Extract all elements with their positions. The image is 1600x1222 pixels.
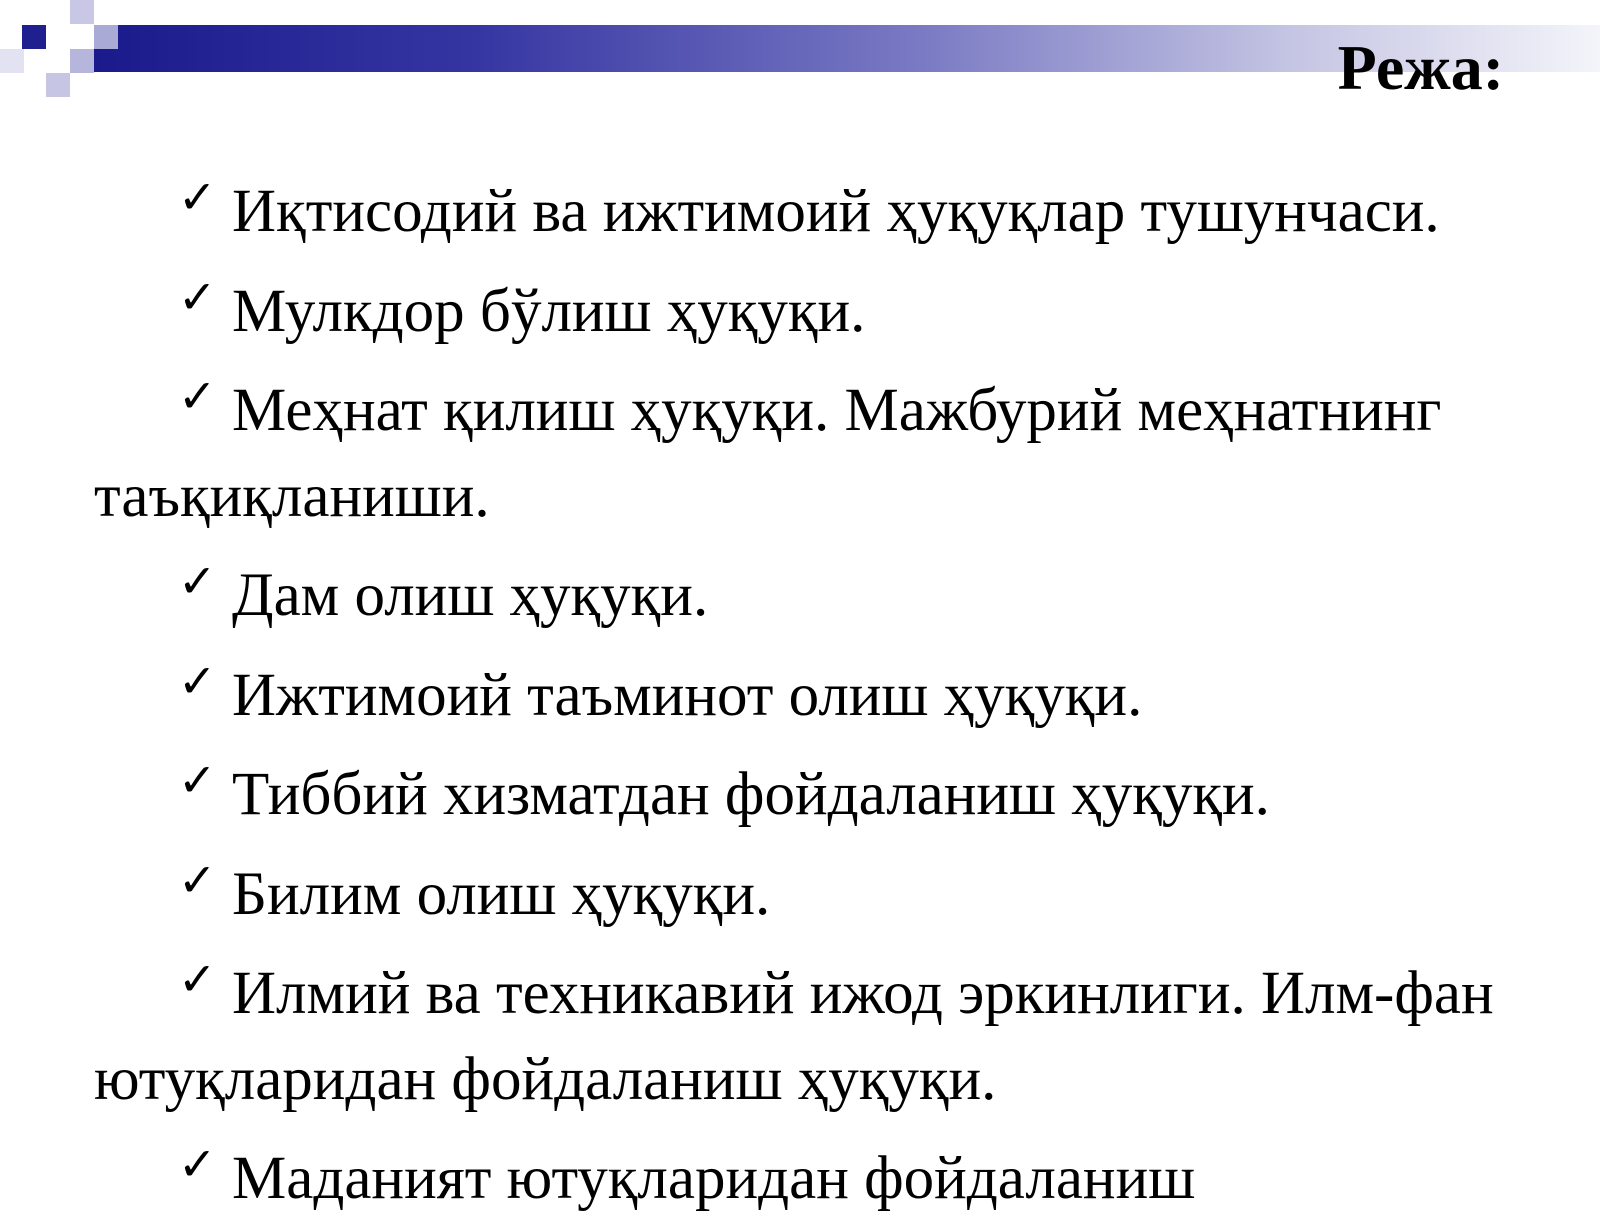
plan-item-text: Билим олиш ҳуқуқи. (232, 860, 771, 928)
plan-item-text: Меҳнат қилиш ҳуқуқи. Мажбурий меҳнатнинг таъқиқланиши. (94, 377, 1442, 530)
decorative-square (0, 49, 24, 73)
plan-item (94, 738, 1554, 838)
plan-item-text: Мулкдор бўлиш ҳуқуқи. (232, 277, 866, 345)
checkmark-icon: ✓ (178, 371, 217, 422)
decorative-square (22, 25, 46, 49)
checkmark-icon: ✓ (178, 755, 217, 806)
plan-item (94, 539, 1554, 639)
plan-item (94, 1122, 1554, 1222)
plan-item (94, 937, 1554, 1122)
plan-item (94, 639, 1554, 739)
slide-title: Режа: (1337, 32, 1504, 103)
checkmark-icon: ✓ (178, 954, 217, 1005)
plan-item-text: Тиббий хизматдан фойдаланиш ҳуқуқи. (232, 761, 1270, 828)
plan-item-text: Ижтимоий таъминот олиш ҳуқуқи. (232, 661, 1143, 729)
plan-item-text: Илмий ва техникавий ижод эркинлиги. Илм-фан ютуқларидан фойдаланиш ҳуқуқи. (94, 960, 1494, 1113)
decorative-square (46, 73, 70, 97)
plan-item-text: Дам олиш ҳуқуқи. (232, 562, 709, 629)
checkmark-icon: ✓ (178, 1139, 217, 1190)
checkmark-icon: ✓ (178, 655, 217, 707)
plan-item (94, 255, 1554, 355)
decorative-square (70, 49, 94, 73)
plan-item-text: Иқтисодий ва ижтимоий ҳуқуқлар тушунчаси. (232, 178, 1440, 245)
decorative-square (94, 25, 118, 49)
decorative-square (70, 0, 94, 24)
checkmark-icon: ✓ (178, 854, 217, 906)
checkmark-icon: ✓ (178, 556, 217, 607)
checkmark-icon: ✓ (178, 172, 217, 223)
plan-item (94, 155, 1554, 255)
plan-item-text: Маданият ютуқларидан фойдаланиш (232, 1145, 1196, 1212)
plan-list (94, 155, 1554, 1222)
plan-item (94, 838, 1554, 938)
checkmark-icon: ✓ (178, 271, 217, 323)
plan-item (94, 354, 1554, 539)
